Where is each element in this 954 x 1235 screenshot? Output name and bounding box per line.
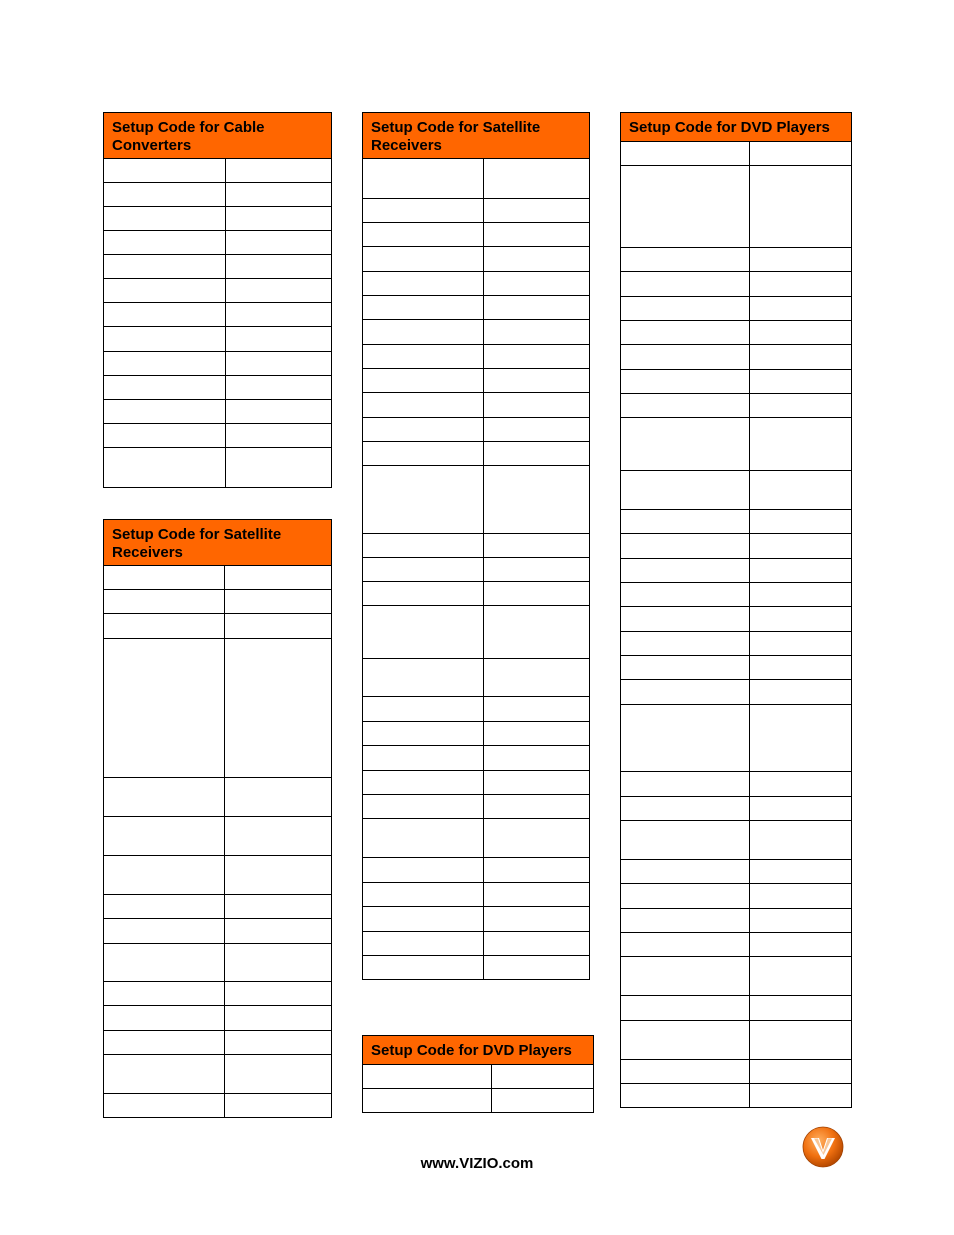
brand-cell	[363, 932, 484, 956]
brand-cell	[621, 860, 750, 884]
brand-cell	[363, 320, 484, 345]
table-row	[621, 772, 852, 797]
code-cell	[226, 255, 332, 279]
code-cell	[750, 860, 852, 884]
table-row	[104, 614, 332, 639]
brand-cell	[621, 370, 750, 394]
code-cell	[750, 772, 852, 797]
table-row	[363, 858, 590, 883]
brand-cell	[363, 558, 484, 582]
code-cell	[484, 418, 590, 442]
brand-cell	[104, 255, 226, 279]
code-cell	[484, 345, 590, 369]
table-row	[363, 442, 590, 466]
code-cell	[484, 466, 590, 534]
brand-cell	[104, 1006, 225, 1031]
table-row	[104, 207, 332, 231]
brand-cell	[621, 1060, 750, 1084]
code-cell	[750, 248, 852, 272]
code-cell	[226, 183, 332, 207]
code-cell	[750, 656, 852, 680]
code-cell	[484, 159, 590, 199]
brand-cell	[104, 279, 226, 303]
code-cell	[225, 944, 332, 982]
code-cell	[750, 607, 852, 632]
code-cell	[225, 639, 332, 778]
brand-cell	[621, 909, 750, 933]
brand-cell	[621, 821, 750, 860]
code-cell	[225, 566, 332, 590]
table-row	[104, 303, 332, 327]
table-row	[363, 932, 590, 956]
table-row	[363, 418, 590, 442]
code-cell	[750, 142, 852, 166]
table-row	[104, 1031, 332, 1055]
code-cell	[484, 746, 590, 771]
brand-cell	[621, 559, 750, 583]
table-row	[104, 1006, 332, 1031]
code-cell	[750, 705, 852, 772]
table-row	[621, 1021, 852, 1060]
code-cell	[484, 907, 590, 932]
table-row	[104, 982, 332, 1006]
code-cell	[750, 821, 852, 860]
table-row	[621, 297, 852, 321]
table-row	[104, 919, 332, 944]
brand-cell	[363, 582, 484, 606]
table-row	[363, 746, 590, 771]
brand-cell	[621, 321, 750, 345]
table-row	[104, 566, 332, 590]
brand-cell	[363, 795, 484, 819]
code-cell	[750, 1084, 852, 1108]
satellite-receiver-code-table-left	[103, 519, 332, 1118]
code-cell	[225, 895, 332, 919]
table-row	[621, 656, 852, 680]
brand-cell	[363, 883, 484, 907]
code-cell	[484, 369, 590, 393]
table-row	[363, 907, 590, 932]
code-cell	[484, 858, 590, 883]
table-row	[621, 705, 852, 772]
brand-cell	[104, 352, 226, 376]
satellite-middle-header-line1: Setup Code for Satellite	[371, 119, 541, 136]
table-row	[104, 159, 332, 183]
code-cell	[484, 534, 590, 558]
code-cell	[226, 327, 332, 352]
code-cell	[750, 583, 852, 607]
table-row	[363, 795, 590, 819]
brand-cell	[104, 639, 225, 778]
code-cell	[484, 795, 590, 819]
code-cell	[750, 559, 852, 583]
table-row	[363, 393, 590, 418]
brand-cell	[363, 771, 484, 795]
code-cell	[226, 279, 332, 303]
code-cell	[750, 632, 852, 656]
brand-cell	[104, 159, 226, 183]
table-row	[104, 944, 332, 982]
table-row	[621, 534, 852, 559]
table-row	[363, 345, 590, 369]
table-row	[363, 956, 590, 980]
satellite-left-table-header	[104, 520, 332, 566]
brand-cell	[621, 297, 750, 321]
table-row	[621, 583, 852, 607]
table-row	[104, 856, 332, 895]
table-row	[621, 996, 852, 1021]
satellite-middle-table-header	[363, 113, 590, 159]
code-cell	[225, 778, 332, 817]
table-row	[363, 819, 590, 858]
code-cell	[492, 1089, 594, 1113]
code-cell	[750, 471, 852, 510]
table-row	[363, 466, 590, 534]
brand-cell	[104, 424, 226, 448]
code-cell	[484, 296, 590, 320]
code-cell	[484, 442, 590, 466]
brand-cell	[621, 166, 750, 248]
table-row	[104, 424, 332, 448]
brand-cell	[363, 418, 484, 442]
brand-cell	[104, 183, 226, 207]
table-row	[363, 606, 590, 659]
table-row	[104, 895, 332, 919]
code-cell	[226, 159, 332, 183]
table-row	[104, 639, 332, 778]
brand-cell	[621, 534, 750, 559]
code-cell	[750, 1021, 852, 1060]
brand-cell	[104, 614, 225, 639]
table-row	[104, 231, 332, 255]
brand-cell	[104, 1094, 225, 1118]
brand-cell	[363, 956, 484, 980]
code-cell	[750, 996, 852, 1021]
dvd-right-table-header: Setup Code for DVD Players	[621, 113, 852, 142]
brand-cell	[363, 1089, 492, 1113]
brand-cell	[621, 957, 750, 996]
brand-cell	[363, 369, 484, 393]
brand-cell	[104, 566, 225, 590]
footer-website-url: www.VIZIO.com	[420, 1155, 534, 1172]
table-row	[104, 1055, 332, 1094]
cable-table-header	[104, 113, 332, 159]
table-row	[104, 590, 332, 614]
code-cell	[484, 558, 590, 582]
code-cell	[484, 771, 590, 795]
brand-cell	[621, 272, 750, 297]
code-cell	[225, 1006, 332, 1031]
table-row	[104, 279, 332, 303]
table-row	[621, 884, 852, 909]
brand-cell	[104, 919, 225, 944]
brand-cell	[363, 1065, 492, 1089]
satellite-middle-table-body	[363, 159, 590, 980]
table-row	[621, 1084, 852, 1108]
code-cell	[750, 370, 852, 394]
code-cell	[484, 659, 590, 697]
brand-cell	[363, 659, 484, 697]
table-row	[621, 957, 852, 996]
code-cell	[226, 352, 332, 376]
cable-converter-code-table	[103, 112, 332, 488]
code-cell	[750, 680, 852, 705]
table-row	[621, 418, 852, 471]
table-row	[621, 559, 852, 583]
brand-cell	[621, 933, 750, 957]
table-row	[363, 1065, 594, 1089]
brand-cell	[621, 884, 750, 909]
brand-cell	[363, 393, 484, 418]
code-cell	[225, 919, 332, 944]
code-cell	[750, 957, 852, 996]
brand-cell	[621, 1084, 750, 1108]
code-cell	[492, 1065, 594, 1089]
code-cell	[225, 614, 332, 639]
brand-cell	[363, 223, 484, 247]
table-row	[621, 821, 852, 860]
table-row	[621, 909, 852, 933]
dvd-player-code-table-middle	[362, 1035, 594, 1113]
brand-cell	[621, 471, 750, 510]
table-row	[104, 376, 332, 400]
brand-cell	[104, 400, 226, 424]
vizio-v-logo-icon	[802, 1126, 844, 1168]
code-cell	[750, 534, 852, 559]
code-cell	[750, 797, 852, 821]
table-row	[104, 1094, 332, 1118]
code-cell	[750, 345, 852, 370]
table-row	[104, 817, 332, 856]
table-row	[621, 632, 852, 656]
table-row	[363, 697, 590, 722]
cable-header-line1: Setup Code for Cable	[112, 119, 265, 136]
brand-cell	[363, 296, 484, 320]
table-row	[621, 933, 852, 957]
satellite-middle-header-line2: Receivers	[371, 137, 442, 154]
dvd-player-code-table-right	[620, 112, 852, 1108]
table-row	[104, 327, 332, 352]
brand-cell	[104, 327, 226, 352]
table-row	[621, 345, 852, 370]
table-row	[363, 199, 590, 223]
table-row	[104, 400, 332, 424]
brand-cell	[621, 705, 750, 772]
table-row	[363, 369, 590, 393]
dvd-middle-table-body	[363, 1065, 594, 1113]
table-row	[104, 352, 332, 376]
brand-cell	[621, 345, 750, 370]
table-row	[363, 659, 590, 697]
satellite-left-table-body	[104, 566, 332, 1118]
code-cell	[484, 199, 590, 223]
table-row	[621, 272, 852, 297]
code-cell	[225, 1031, 332, 1055]
table-row	[104, 448, 332, 488]
table-row	[104, 255, 332, 279]
table-row	[621, 394, 852, 418]
brand-cell	[621, 394, 750, 418]
brand-cell	[363, 442, 484, 466]
code-cell	[484, 223, 590, 247]
table-row	[621, 607, 852, 632]
code-cell	[484, 606, 590, 659]
cable-header-line2: Converters	[112, 137, 192, 154]
brand-cell	[621, 680, 750, 705]
code-cell	[484, 819, 590, 858]
table-row	[621, 166, 852, 248]
dvd-right-table-body	[621, 142, 852, 1108]
brand-cell	[104, 895, 225, 919]
code-cell	[750, 272, 852, 297]
code-cell	[750, 909, 852, 933]
table-row	[363, 223, 590, 247]
brand-cell	[104, 590, 225, 614]
brand-cell	[621, 656, 750, 680]
brand-cell	[104, 817, 225, 856]
code-cell	[226, 231, 332, 255]
code-cell	[226, 207, 332, 231]
table-row	[363, 247, 590, 272]
table-row	[621, 321, 852, 345]
code-cell	[484, 883, 590, 907]
brand-cell	[363, 746, 484, 771]
code-cell	[484, 320, 590, 345]
brand-cell	[104, 448, 226, 488]
code-cell	[484, 697, 590, 722]
code-cell	[226, 424, 332, 448]
code-cell	[484, 956, 590, 980]
code-cell	[750, 1060, 852, 1084]
table-row	[363, 272, 590, 296]
code-cell	[484, 582, 590, 606]
code-cell	[484, 932, 590, 956]
code-cell	[225, 817, 332, 856]
brand-cell	[363, 345, 484, 369]
brand-cell	[621, 510, 750, 534]
code-cell	[484, 247, 590, 272]
dvd-middle-table-header: Setup Code for DVD Players	[363, 1036, 594, 1065]
code-cell	[226, 448, 332, 488]
code-cell	[750, 321, 852, 345]
brand-cell	[104, 376, 226, 400]
table-row	[621, 797, 852, 821]
code-cell	[750, 166, 852, 248]
brand-cell	[621, 632, 750, 656]
brand-cell	[363, 534, 484, 558]
code-cell	[750, 418, 852, 471]
brand-cell	[621, 772, 750, 797]
brand-cell	[621, 797, 750, 821]
brand-cell	[621, 583, 750, 607]
brand-cell	[363, 247, 484, 272]
brand-cell	[104, 303, 226, 327]
brand-cell	[104, 982, 225, 1006]
brand-cell	[104, 778, 225, 817]
table-row	[621, 860, 852, 884]
table-row	[621, 1060, 852, 1084]
cable-table-body	[104, 159, 332, 488]
brand-cell	[621, 142, 750, 166]
code-cell	[226, 400, 332, 424]
code-cell	[225, 590, 332, 614]
code-cell	[226, 376, 332, 400]
table-row	[621, 142, 852, 166]
satellite-receiver-code-table-middle	[362, 112, 590, 980]
code-cell	[750, 884, 852, 909]
code-cell	[225, 982, 332, 1006]
code-cell	[750, 394, 852, 418]
table-row	[104, 778, 332, 817]
code-cell	[484, 722, 590, 746]
brand-cell	[104, 944, 225, 982]
table-row	[621, 680, 852, 705]
brand-cell	[363, 722, 484, 746]
brand-cell	[621, 607, 750, 632]
code-cell	[484, 393, 590, 418]
brand-cell	[104, 1055, 225, 1094]
table-row	[363, 1089, 594, 1113]
code-cell	[225, 1094, 332, 1118]
code-cell	[225, 1055, 332, 1094]
code-cell	[225, 856, 332, 895]
brand-cell	[363, 606, 484, 659]
table-row	[363, 558, 590, 582]
table-row	[363, 534, 590, 558]
table-row	[621, 471, 852, 510]
brand-cell	[363, 159, 484, 199]
satellite-left-header-line1: Setup Code for Satellite	[112, 526, 282, 543]
code-cell	[484, 272, 590, 296]
brand-cell	[621, 418, 750, 471]
table-row	[363, 771, 590, 795]
table-row	[621, 510, 852, 534]
table-row	[621, 248, 852, 272]
satellite-left-header-line2: Receivers	[112, 544, 183, 561]
brand-cell	[104, 231, 226, 255]
table-row	[621, 370, 852, 394]
brand-cell	[363, 819, 484, 858]
code-cell	[750, 510, 852, 534]
brand-cell	[621, 248, 750, 272]
table-row	[363, 320, 590, 345]
code-cell	[750, 297, 852, 321]
brand-cell	[363, 907, 484, 932]
table-row	[363, 722, 590, 746]
brand-cell	[104, 207, 226, 231]
brand-cell	[621, 1021, 750, 1060]
table-row	[363, 582, 590, 606]
brand-cell	[363, 199, 484, 223]
brand-cell	[363, 697, 484, 722]
code-cell	[750, 933, 852, 957]
brand-cell	[363, 858, 484, 883]
table-row	[363, 883, 590, 907]
brand-cell	[363, 466, 484, 534]
table-row	[363, 296, 590, 320]
brand-cell	[104, 1031, 225, 1055]
table-row	[104, 183, 332, 207]
code-cell	[226, 303, 332, 327]
brand-cell	[621, 996, 750, 1021]
table-row	[363, 159, 590, 199]
brand-cell	[104, 856, 225, 895]
brand-cell	[363, 272, 484, 296]
